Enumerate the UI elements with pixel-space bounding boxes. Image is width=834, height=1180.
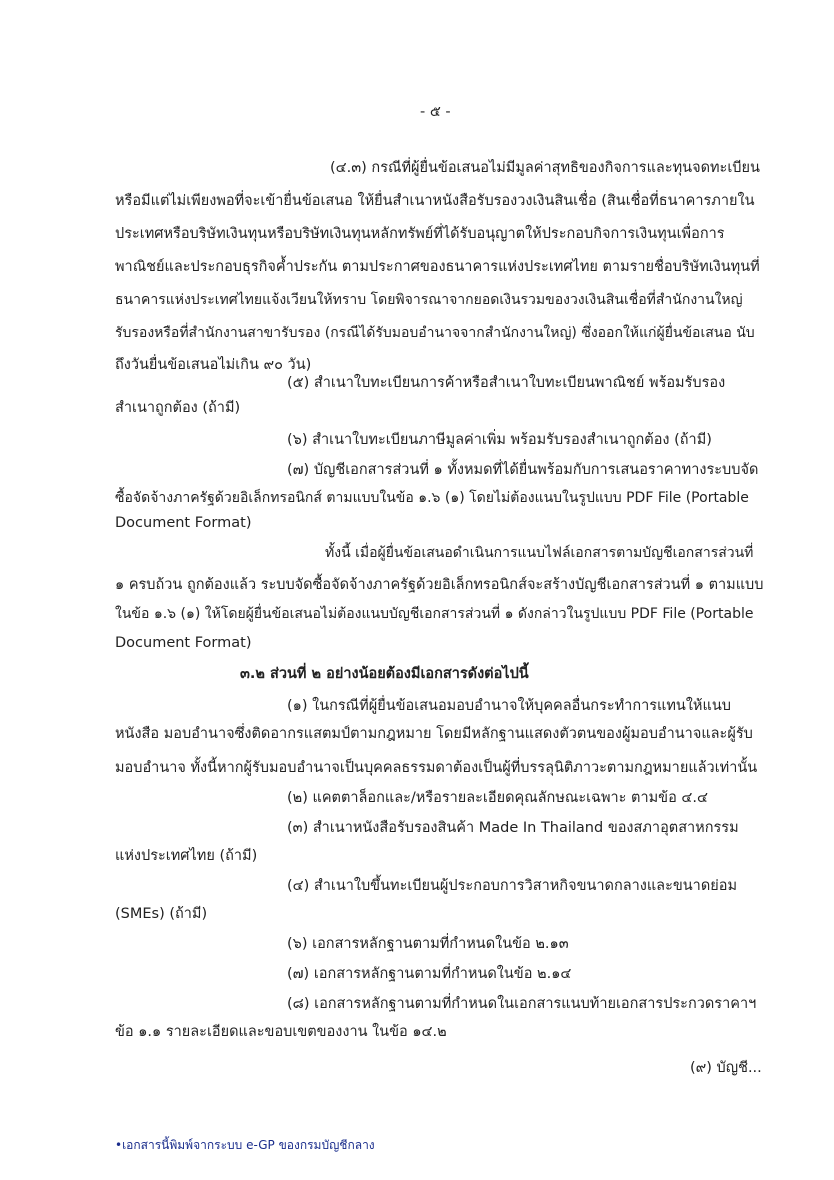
text-line: ทั้งนี้ เมื่อผู้ยื่นข้อเสนอดำเนินการแนบไฟล์เอกสารตามบัญชีเอกสารส่วนที่	[325, 545, 754, 561]
continuation-text: (๙) บัญชี...	[690, 1060, 762, 1076]
item-s6: (๖) เอกสารหลักฐานตามที่กำหนดในข้อ ๒.๑๓	[287, 936, 569, 952]
item-s7: (๗) เอกสารหลักฐานตามที่กำหนดในข้อ ๒.๑๔	[287, 966, 572, 982]
text-line: (๕) สำเนาใบทะเบียนการค้าหรือสำเนาใบทะเบียนพาณิชย์ พร้อมรับรอง	[287, 375, 726, 391]
text-line: (๓) สำเนาหนังสือรับรองสินค้า Made In Thailand ของสภาอุตสาหกรรม	[287, 820, 739, 836]
text-line: (๘) เอกสารหลักฐานตามที่กำหนดในเอกสารแนบท้ายเอกสารประกวดราคาฯ	[287, 996, 757, 1012]
text-line: สำเนาถูกต้อง (ถ้ามี)	[115, 400, 241, 416]
text-line: หนังสือ มอบอำนาจซึ่งติดอากรแสตมป์ตามกฎหมาย โดยมีหลักฐานแสดงตัวตนของผู้มอบอำนาจและผู้รับ	[115, 726, 753, 742]
text-line: ถึงวันยื่นข้อเสนอไม่เกิน ๙๐ วัน)	[115, 357, 312, 373]
text-line: แห่งประเทศไทย (ถ้ามี)	[115, 848, 258, 864]
text-line: รับรองหรือที่สำนักงานสาขารับรอง (กรณีได้รับมอบอำนาจจากสำนักงานใหญ่) ซึ่งออกให้แก่ผู้ยื่นข้อเสนอ นับ	[115, 325, 755, 341]
text-line: ซื้อจัดจ้างภาครัฐด้วยอิเล็กทรอนิกส์ ตามแบบในข้อ ๑.๖ (๑) โดยไม่ต้องแนบในรูปแบบ PDF File (Portable	[115, 490, 749, 506]
text-line: ในข้อ ๑.๖ (๑) ให้โดยผู้ยื่นข้อเสนอไม่ต้องแนบบัญชีเอกสารส่วนที่ ๑ ดังกล่าวในรูปแบบ PDF File (Portable	[115, 606, 754, 622]
text-line: หรือมีแต่ไม่เพียงพอที่จะเข้ายื่นข้อเสนอ ให้ยื่นสำเนาหนังสือรับรองวงเงินสินเชื่อ (สินเชื่อที่ธนาคารภายใน	[115, 193, 755, 209]
page-number: - ๕ -	[420, 104, 451, 120]
text-line: ประเทศหรือบริษัทเงินทุนหรือบริษัทเงินทุนหลักทรัพย์ที่ได้รับอนุญาตให้ประกอบกิจการเงินทุนเพื่อการ	[115, 226, 725, 242]
footer-note: •เอกสารนี้พิมพ์จากระบบ e-GP ของกรมบัญชีกลาง	[115, 1138, 375, 1152]
item-6: (๖) สำเนาใบทะเบียนภาษีมูลค่าเพิ่ม พร้อมรับรองสำเนาถูกต้อง (ถ้ามี)	[287, 432, 712, 448]
text-line: ธนาคารแห่งประเทศไทยแจ้งเวียนให้ทราบ โดยพิจารณาจากยอดเงินรวมของวงเงินสินเชื่อที่สำนักงานใหญ่	[115, 292, 743, 308]
text-line: (๑) ในกรณีที่ผู้ยื่นข้อเสนอมอบอำนาจให้บุคคลอื่นกระทำการแทนให้แนบ	[287, 698, 731, 714]
text-line: ข้อ ๑.๑ รายละเอียดและขอบเขตของงาน ในข้อ ๑๔.๒	[115, 1024, 447, 1040]
item-s2: (๒) แคตตาล็อกและ/หรือรายละเอียดคุณลักษณะเฉพาะ ตามข้อ ๔.๔	[287, 790, 708, 806]
text-line: Document Format)	[115, 635, 252, 651]
text-line: (SMEs) (ถ้ามี)	[115, 906, 208, 922]
text-line: (๔.๓) กรณีที่ผู้ยื่นข้อเสนอไม่มีมูลค่าสุทธิของกิจการและทุนจดทะเบียน	[330, 160, 760, 176]
text-line: (๔) สำเนาใบขึ้นทะเบียนผู้ประกอบการวิสาหกิจขนาดกลางและขนาดย่อม	[287, 878, 738, 894]
text-line: มอบอำนาจ ทั้งนี้หากผู้รับมอบอำนาจเป็นบุคคลธรรมดาต้องเป็นผู้ที่บรรลุนิติภาวะตามกฎหมายแล้วเท่านั้น	[115, 760, 758, 776]
text-line: ๑ ครบถ้วน ถูกต้องแล้ว ระบบจัดซื้อจัดจ้างภาครัฐด้วยอิเล็กทรอนิกส์จะสร้างบัญชีเอกสารส่วนที่ ๑ ตามแบบ	[115, 577, 764, 593]
text-line: Document Format)	[115, 515, 252, 531]
text-line: (๗) บัญชีเอกสารส่วนที่ ๑ ทั้งหมดที่ได้ยื่นพร้อมกับการเสนอราคาทางระบบจัด	[287, 462, 759, 478]
text-line: พาณิชย์และประกอบธุรกิจค้ำประกัน ตามประกาศของธนาคารแห่งประเทศไทย ตามรายชื่อบริษัทเงินทุนที่	[115, 259, 760, 275]
section-heading-3-2: ๓.๒ ส่วนที่ ๒ อย่างน้อยต้องมีเอกสารดังต่อไปนี้	[240, 666, 529, 682]
